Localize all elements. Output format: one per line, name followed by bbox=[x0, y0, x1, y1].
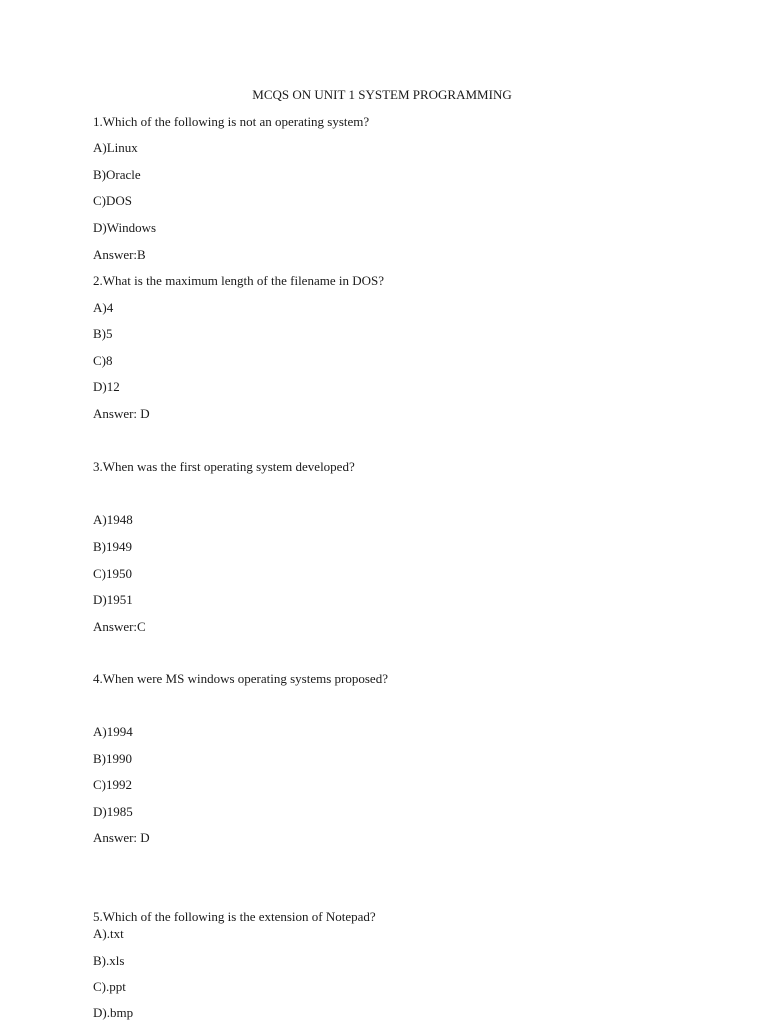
q4-option-a: A)1994 bbox=[93, 724, 133, 739]
q4-option-c: C)1992 bbox=[93, 777, 132, 792]
page-title: MCQS ON UNIT 1 SYSTEM PROGRAMMING bbox=[252, 87, 512, 102]
q5-option-b: B).xls bbox=[93, 953, 125, 968]
q1-answer: Answer:B bbox=[93, 247, 146, 262]
q2-answer: Answer: D bbox=[93, 406, 150, 421]
q2-option-a: A)4 bbox=[93, 300, 114, 315]
question-5: 5.Which of the following is the extension of Notepad? bbox=[93, 909, 376, 924]
q3-option-a: A)1948 bbox=[93, 512, 133, 527]
q5-option-a: A).txt bbox=[93, 926, 124, 941]
q4-option-d: D)1985 bbox=[93, 804, 133, 819]
q4-option-b: B)1990 bbox=[93, 751, 132, 766]
q2-option-d: D)12 bbox=[93, 379, 120, 394]
q1-option-b: B)Oracle bbox=[93, 167, 141, 182]
q2-option-c: C)8 bbox=[93, 353, 113, 368]
question-3: 3.When was the first operating system developed? bbox=[93, 459, 355, 474]
question-4: 4.When were MS windows operating systems proposed? bbox=[93, 671, 388, 686]
question-1: 1.Which of the following is not an operating system? bbox=[93, 114, 370, 129]
q1-option-c: C)DOS bbox=[93, 193, 133, 208]
q5-option-d: D).bmp bbox=[93, 1005, 134, 1020]
q3-option-d: D)1951 bbox=[93, 592, 133, 607]
q3-option-c: C)1950 bbox=[93, 566, 132, 581]
q1-option-a: A)Linux bbox=[93, 140, 138, 155]
q5-option-c: C).ppt bbox=[93, 979, 126, 994]
q3-option-b: B)1949 bbox=[93, 539, 132, 554]
question-2: 2.What is the maximum length of the filename in DOS? bbox=[93, 273, 384, 288]
q2-option-b: B)5 bbox=[93, 326, 113, 341]
q1-option-d: D)Windows bbox=[93, 220, 157, 235]
q3-answer: Answer:C bbox=[93, 619, 146, 634]
q4-answer: Answer: D bbox=[93, 830, 150, 845]
